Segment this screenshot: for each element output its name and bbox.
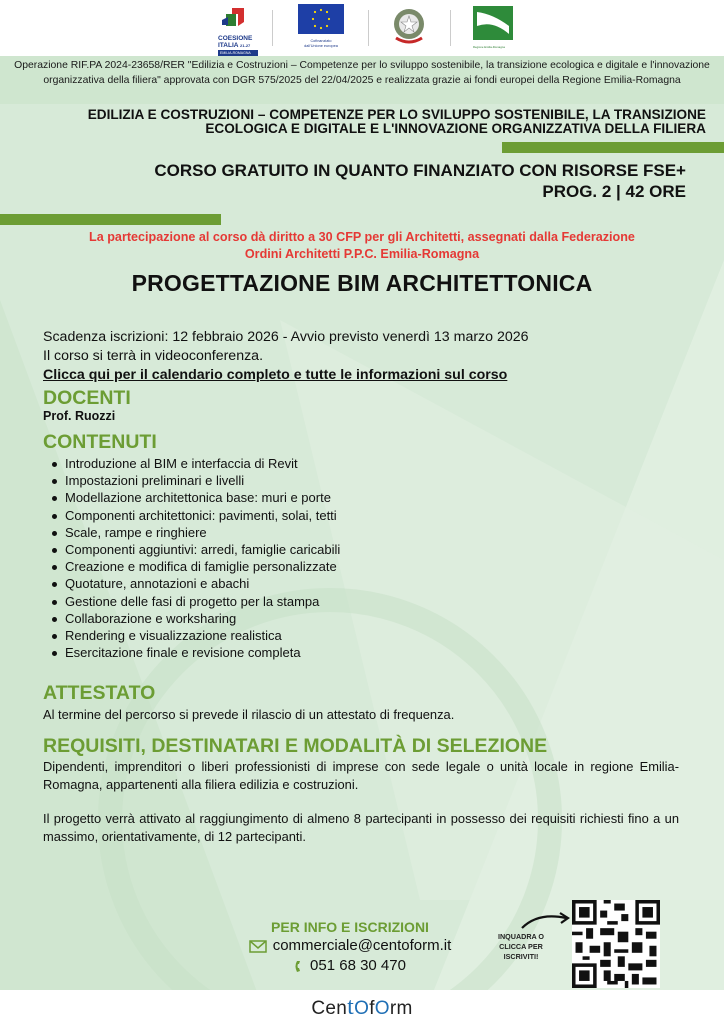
- logos-bar: [0, 0, 724, 56]
- cfp-line2: Ordini Architetti P.P.C. Emilia-Romagna: [244, 247, 480, 261]
- envelope-icon: [249, 940, 267, 953]
- attivazione-text: Il progetto verrà attivato al raggiungimento di almeno 8 partecipanti in possesso dei requisiti richiesti fino a un massimo, orientativamente, di 12 partecipanti.: [43, 811, 679, 844]
- contact-label: PER INFO E ISCRIZIONI: [271, 919, 429, 935]
- email-row: [230, 936, 470, 956]
- project-title-line2: ECOLOGICA E DIGITALE E L'INNOVAZIONE ORGANIZZATIVA DELLA FILIERA: [205, 120, 706, 136]
- regione-mark-icon: [473, 6, 513, 40]
- list-item: Modellazione architettonica base: muri e porte: [48, 489, 340, 506]
- contact-block: [230, 918, 470, 976]
- accent-bar-right: [502, 142, 724, 153]
- contenuti-heading: CONTENUTI: [43, 431, 157, 453]
- coesione-region: EMILIA-ROMAGNA: [218, 50, 258, 56]
- list-item: Introduzione al BIM e interfaccia di Revit: [48, 455, 340, 472]
- docente-name: Prof. Ruozzi: [43, 409, 116, 423]
- regione-caption: Regione Emilia-Romagna: [473, 45, 505, 49]
- divider: [450, 10, 451, 46]
- list-item: Collaborazione e worksharing: [48, 610, 340, 627]
- qr-cta: [486, 932, 556, 962]
- accent-bar-left: [0, 214, 221, 225]
- eu-logo: [296, 4, 346, 49]
- eu-caption: Cofinanziato dall'Unione europea: [304, 39, 338, 48]
- free-course-banner: [6, 160, 686, 202]
- emblem-star-icon: [390, 6, 428, 46]
- brand-part: O: [374, 998, 390, 1019]
- repubblica-emblem: [390, 6, 428, 51]
- phone-icon: [294, 960, 304, 973]
- list-item: Creazione e modifica di famiglie personalizzate: [48, 558, 340, 575]
- free-course-hours: PROG. 2 | 42 ORE: [542, 182, 686, 201]
- attestato-text: Al termine del percorso si prevede il rilascio di un attestato di frequenza.: [43, 707, 455, 722]
- list-item: Quotature, annotazioni e abachi: [48, 575, 340, 592]
- operazione-text: Operazione RIF.PA 2024-23658/RER "Edilizia e Costruzioni – Competenze per lo sviluppo sostenibile, la transizione ecologica e digitale e l'innovazione organizzativa della filiera" approvata con DGR 575/2025 del 22/04/2025 e realizzata grazie ai fondi europei della Regione Emilia-Romagna: [14, 60, 710, 86]
- brand-part: Cen: [311, 998, 348, 1019]
- brand-part: rm: [389, 998, 413, 1019]
- delivery-mode-text: Il corso si terrà in videoconferenza.: [43, 348, 264, 364]
- contenuti-list: [48, 455, 340, 661]
- docenti-heading: DOCENTI: [43, 387, 131, 409]
- divider: [368, 10, 369, 46]
- cta-line2: CLICCA PER: [499, 942, 543, 951]
- qr-code[interactable]: [572, 900, 660, 988]
- requisiti-text: Dipendenti, imprenditori o liberi professionisti di imprese con sede legale o unità locale in regione Emilia-Romagna, appartenenti alla filiera edilizia e costruzioni.: [43, 759, 679, 792]
- coesione-text: COESIONE ITALIA 21-27: [218, 35, 253, 49]
- divider: [272, 10, 273, 46]
- email-link[interactable]: commerciale@centoform.it: [272, 937, 452, 954]
- free-course-line1: CORSO GRATUITO IN QUANTO FINANZIATO CON RISORSE FSE+: [154, 161, 686, 180]
- deadline-text: Scadenza iscrizioni: 12 febbraio 2026 - Avvio previsto venerdì 13 marzo 2026: [43, 329, 529, 345]
- requisiti-heading: REQUISITI, DESTINATARI E MODALITÀ DI SELEZIONE: [43, 735, 548, 757]
- list-item: Gestione delle fasi di progetto per la stampa: [48, 593, 340, 610]
- list-item: Componenti aggiuntivi: arredi, famiglie caricabili: [48, 541, 340, 558]
- list-item: Impostazioni preliminari e livelli: [48, 472, 340, 489]
- list-item: Esercitazione finale e revisione completa: [48, 644, 340, 661]
- phone-number[interactable]: 051 68 30 470: [310, 957, 406, 974]
- project-title: [16, 108, 706, 135]
- phone-row: [230, 956, 470, 976]
- calendar-link[interactable]: Clicca qui per il calendario completo e tutte le informazioni sul corso: [43, 367, 508, 383]
- list-item: Componenti architettonici: pavimenti, solai, tetti: [48, 507, 340, 524]
- list-item: Rendering e visualizzazione realistica: [48, 627, 340, 644]
- eu-flag-icon: [298, 4, 344, 34]
- attestato-heading: ATTESTATO: [43, 682, 156, 704]
- brand-part: f: [369, 998, 375, 1019]
- regione-emilia-romagna-logo: [473, 6, 515, 49]
- cfp-line1: La partecipazione al corso dà diritto a 30 CFP per gli Architetti, assegnati dalla Federazione: [89, 230, 635, 244]
- arrow-icon: [518, 908, 574, 932]
- centoform-logo: [0, 994, 724, 1021]
- project-title-line1: EDILIZIA E COSTRUZIONI – COMPETENZE PER LO SVILUPPO SOSTENIBILE, LA TRANSIZIONE: [87, 107, 706, 122]
- cfp-notice: [0, 229, 724, 263]
- coesione-mark-icon: [218, 4, 258, 30]
- cta-line1: INQUADRA O: [497, 932, 545, 941]
- course-info: [43, 328, 529, 385]
- brand-part: t: [347, 994, 355, 1020]
- brand-part: O: [354, 998, 370, 1019]
- coesione-italia-logo: [218, 4, 258, 56]
- list-item: Scale, rampe e ringhiere: [48, 524, 340, 541]
- cta-line3: ISCRIVITI!: [503, 952, 539, 961]
- course-title: PROGETTAZIONE BIM ARCHITETTONICA: [131, 270, 593, 296]
